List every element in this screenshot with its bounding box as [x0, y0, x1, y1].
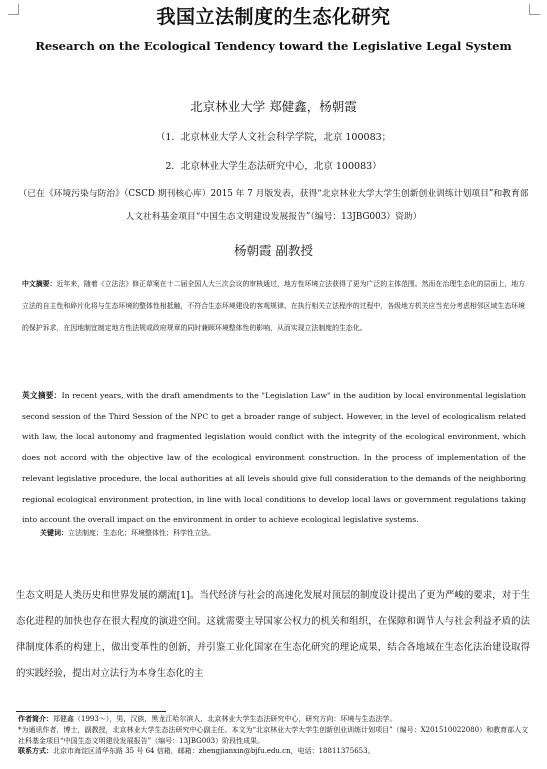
body-paragraph: 生态文明是人类历史和世界发展的潮流[1]。当代经济与社会的高速化发展对顶层的制度设计提出了更为严峻的要求，对于生态化进程的加快也存在很大程度的演进空间。这就需要主导国家公权力的机关和组织，在保障和调节人与社会利益矛盾的法律制度体系的构建上，做出变革性的创新，并引鉴工业化国家在生态化研究的理论成果，结合各地域在生态化法治建设取得的实践经验，提出对立法行为本身生态化的主: [16, 590, 530, 679]
title-english: Research on the Ecological Tendency toward the Legislative Legal System: [35, 39, 512, 53]
keywords-text: 立法制度；生态化；环境整体性；科学性立法。: [68, 529, 215, 537]
abstract-english-label: 英文摘要：: [22, 391, 62, 400]
footnotes: [18, 714, 533, 757]
abstract-chinese: [22, 273, 526, 339]
abstract-english-text: In recent years, with the draft amendments to the "Legislation Law" in the audition by local environmental legislation second session of the Third Session of the NPC to get a broader range of subject. However, in the level of ecologicalism related with law, the local autonomy and fragmented legislation would conflict with the integrity of the ecological environment, which does not accord with the objective law of the ecological environment construction. In the process of implementation of the relevant legislative procedure, the local authorities at all levels should give full consideration to the demands of the neighboring regional ecological environment protection, in line with local conditions to develop local laws or government regulations taking into account the overall impact on the environment in order to achieve ecological legislative systems.: [22, 391, 526, 525]
title-chinese: 我国立法制度的生态化研究: [156, 6, 391, 28]
keywords: [40, 528, 215, 538]
author-line: 北京林业大学 郑健鑫，杨朝霞: [190, 99, 357, 114]
advisor-line: 杨朝霞 副教授: [234, 243, 313, 258]
affiliation-1: （1．北京林业大学人文社会科学学院，北京 100083；: [155, 132, 392, 143]
footnote-author-text: 郑健鑫（1993～），男，汉族，黑龙江哈尔滨人，北京林业大学生态法研究中心，研究方向：环境与生态法学。: [53, 715, 397, 723]
footnote-contact-text: 北京市海淀区清华东路 35 号 64 信箱，邮箱：zhengjianxin@bjfu.edu.cn，电话：18811375653。: [53, 747, 375, 756]
footnote-divider: [16, 711, 166, 712]
abstract-chinese-text: 近年来，随着《立法法》修正草案在十二届全国人大三次会议的审核通过，地方性环境立法获得了更为广泛的主体范围。然而在治理生态化的层面上，地方立法的自主性和碎片化将与生态环境的整体性相抵触，不符合生态环境建设的客观规律。在执行相关立法程序的过程中，各级地方机关应当充分考虑相邻区域生态环境的保护诉求，在因地制宜制定地方性法规或政府规章的同时兼顾环境整体性的影响，从而实现立法制度的生态化。: [22, 280, 526, 332]
footnote-contact-label: 联系方式：: [18, 746, 53, 756]
footnote-corresponding: *为通讯作者，博士，副教授，北京林业大学生态法研究中心副主任。本文为“北京林业大学大学生创新创业训练计划项目”（编号：X201510022080）和教育部人文社科基金项目“中国生态文明建设发展报告”（编号：13JBG003）阶段性成果。: [18, 725, 529, 745]
affiliation-2: 2．北京林业大学生态法研究中心，北京 100083）: [165, 161, 382, 172]
abstract-chinese-label: 中文摘要：: [22, 280, 57, 288]
keywords-label: 关键词：: [40, 528, 68, 537]
abstract-english: [22, 386, 526, 531]
publication-note: （已在《环境污染与防治》（CSCD 期刊核心库）2015 年 7 月版发表，获得“北京林业大学大学生创新创业训练计划项目”和教育部人文社科基金项目“中国生态文明建设发展报告”（编号：13JBG003）资助）: [18, 189, 529, 222]
footnote-author: [18, 714, 533, 725]
footnote-contact: [18, 746, 533, 757]
footnote-author-label: 作者简介：: [18, 714, 53, 723]
